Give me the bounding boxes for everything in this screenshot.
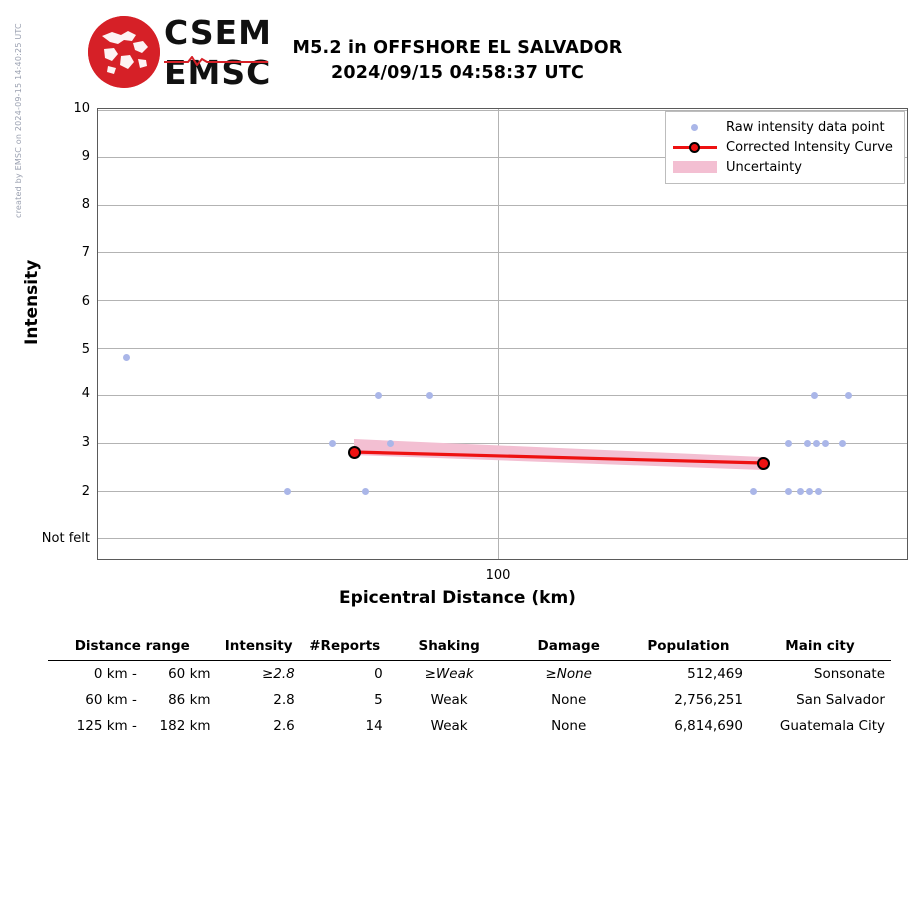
y-tick-label-10: 10 bbox=[73, 101, 90, 116]
col-header-population: Population bbox=[647, 638, 730, 654]
logo-text-emsc: EMSC bbox=[164, 53, 272, 92]
scatter-point bbox=[284, 488, 291, 495]
cell-range-low: 0 km - bbox=[93, 666, 137, 682]
title-line-2: 2024/09/15 04:58:37 UTC bbox=[330, 63, 585, 83]
legend-swatch-scatter bbox=[672, 119, 718, 135]
x-tick-label-100: 100 bbox=[485, 568, 511, 583]
globe-icon bbox=[88, 16, 160, 88]
cell-population: 512,469 bbox=[687, 666, 743, 682]
scatter-point bbox=[387, 440, 394, 447]
col-header-shaking: Shaking bbox=[418, 638, 480, 654]
y-tick-label-9: 9 bbox=[81, 149, 90, 164]
scatter-point bbox=[797, 488, 804, 495]
cell-intensity: 2.8 bbox=[273, 692, 295, 708]
summary-table-container bbox=[48, 636, 891, 739]
y-tick-label-7: 7 bbox=[81, 245, 90, 260]
cell-damage: None bbox=[551, 692, 587, 708]
scatter-point bbox=[804, 440, 811, 447]
scatter-point bbox=[839, 440, 846, 447]
curve-marker bbox=[757, 457, 770, 470]
scatter-point bbox=[813, 440, 820, 447]
legend-item-curve bbox=[672, 137, 898, 157]
legend-swatch-band bbox=[672, 159, 718, 175]
emsc-logo bbox=[88, 12, 272, 94]
cell-shaking: Weak bbox=[430, 692, 468, 708]
y-tick-label-3: 3 bbox=[81, 435, 90, 450]
cell-reports: 0 bbox=[374, 666, 383, 682]
x-axis-label: Epicentral Distance (km) bbox=[339, 588, 576, 608]
cell-intensity: 2.6 bbox=[273, 718, 295, 734]
cell-range-high: 60 km bbox=[168, 666, 211, 682]
cell-range-high: 86 km bbox=[168, 692, 211, 708]
cell-main-city: Guatemala City bbox=[779, 718, 885, 734]
y-tick-label-6: 6 bbox=[81, 294, 90, 309]
summary-table bbox=[48, 636, 891, 739]
logo-text-csem: CSEM bbox=[164, 13, 272, 52]
cell-damage: None bbox=[551, 718, 587, 734]
credit-text: created by EMSC on 2024-09-15 14:40:25 UTC bbox=[14, 23, 23, 218]
col-header-intensity: Intensity bbox=[224, 638, 293, 654]
y-tick-label-notfelt: Not felt bbox=[41, 531, 90, 546]
title-line-1: M5.2 in OFFSHORE EL SALVADOR bbox=[292, 38, 623, 58]
legend-item-uncertainty bbox=[672, 157, 898, 177]
cell-damage: ≥None bbox=[545, 666, 592, 682]
seismic-wave-icon bbox=[164, 51, 268, 61]
scatter-point bbox=[822, 440, 829, 447]
legend-swatch-curve bbox=[672, 139, 718, 155]
table-row bbox=[48, 713, 891, 739]
legend-label-raw: Raw intensity data point bbox=[726, 119, 885, 135]
cell-reports: 5 bbox=[374, 692, 383, 708]
col-header-distance-range: Distance range bbox=[74, 638, 190, 654]
cell-main-city: Sonsonate bbox=[813, 666, 885, 682]
scatter-point bbox=[785, 488, 792, 495]
cell-intensity: ≥2.8 bbox=[261, 666, 295, 682]
cell-population: 2,756,251 bbox=[674, 692, 743, 708]
plot-area bbox=[97, 108, 908, 560]
col-header-damage: Damage bbox=[537, 638, 600, 654]
scatter-point bbox=[845, 392, 852, 399]
scatter-point bbox=[375, 392, 382, 399]
cell-main-city: San Salvador bbox=[796, 692, 885, 708]
curve-marker bbox=[348, 446, 361, 459]
scatter-point bbox=[785, 440, 792, 447]
y-tick-label-5: 5 bbox=[81, 342, 90, 357]
y-tick-label-2: 2 bbox=[81, 484, 90, 499]
scatter-point bbox=[815, 488, 822, 495]
cell-shaking: Weak bbox=[430, 718, 468, 734]
scatter-point bbox=[806, 488, 813, 495]
credit-container bbox=[0, 0, 30, 260]
y-axis-label: Intensity bbox=[22, 259, 42, 345]
cell-shaking: ≥Weak bbox=[424, 666, 474, 682]
scatter-point bbox=[329, 440, 336, 447]
legend-label-curve: Corrected Intensity Curve bbox=[726, 139, 893, 155]
y-tick-label-4: 4 bbox=[81, 386, 90, 401]
scatter-point bbox=[362, 488, 369, 495]
legend-label-uncertainty: Uncertainty bbox=[726, 159, 802, 175]
col-header-main-city: Main city bbox=[785, 638, 855, 654]
scatter-point bbox=[426, 392, 433, 399]
cell-range-low: 125 km - bbox=[76, 718, 137, 734]
scatter-point bbox=[123, 354, 130, 361]
scatter-point bbox=[750, 488, 757, 495]
table-header-row bbox=[48, 636, 891, 661]
col-header-reports: #Reports bbox=[309, 638, 381, 654]
y-tick-label-8: 8 bbox=[81, 197, 90, 212]
cell-range-low: 60 km - bbox=[85, 692, 137, 708]
scatter-point bbox=[811, 392, 818, 399]
chart-legend bbox=[665, 111, 905, 184]
table-row bbox=[48, 661, 891, 688]
legend-item-raw bbox=[672, 117, 898, 137]
cell-range-high: 182 km bbox=[159, 718, 211, 734]
cell-reports: 14 bbox=[365, 718, 383, 734]
table-row bbox=[48, 687, 891, 713]
cell-population: 6,814,690 bbox=[674, 718, 743, 734]
